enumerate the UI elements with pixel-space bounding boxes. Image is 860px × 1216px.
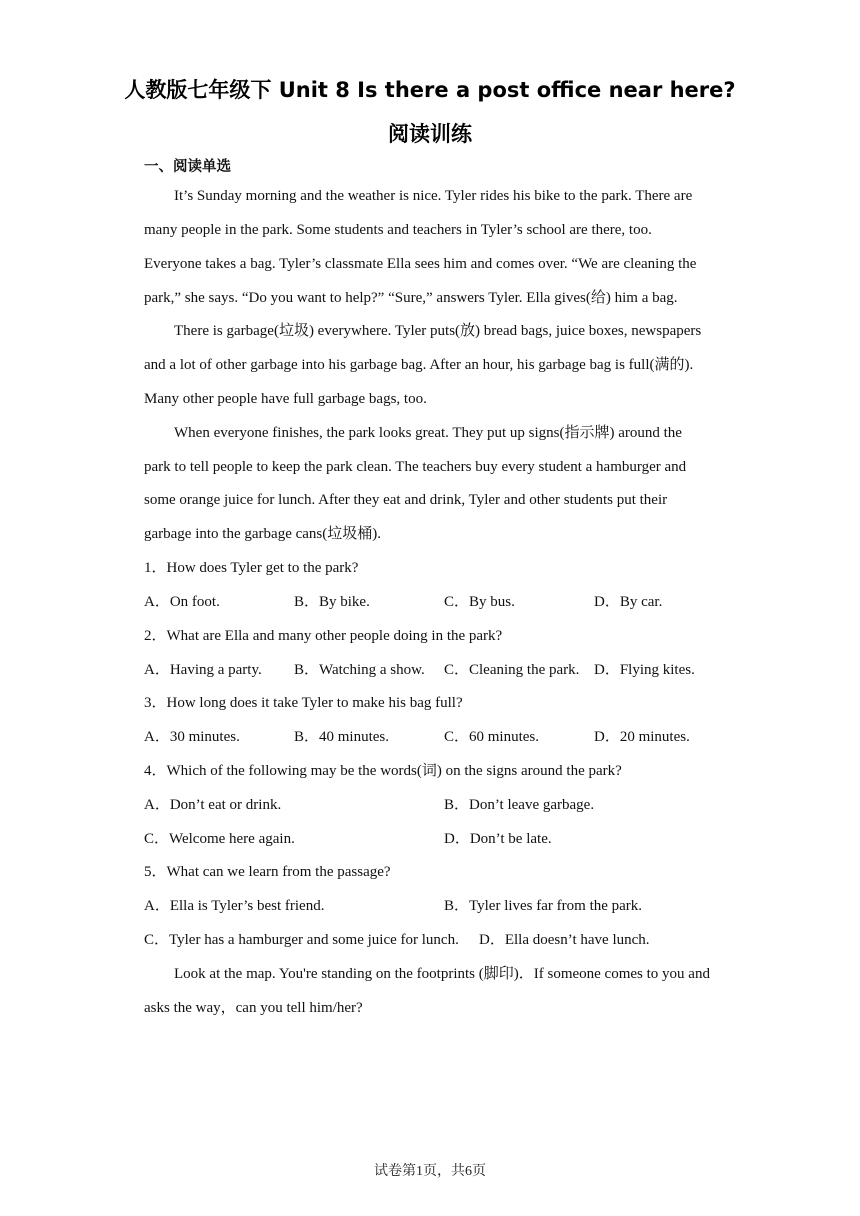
passage-line: There is garbage(垃圾) everywhere. Tyler puts(放) bread bags, juice boxes, newspapers [174, 323, 702, 339]
option-d[interactable]: D．Don’t be late. [444, 831, 552, 847]
passage-line: many people in the park. Some students and teachers in Tyler’s school are there, too. [144, 222, 652, 238]
section-heading: 一、阅读单选 [144, 159, 231, 175]
option-b[interactable]: B．By bike. [294, 594, 370, 610]
question-stem: 4．Which of the following may be the words(词) on the signs around the park? [144, 763, 622, 779]
option-d[interactable]: D．20 minutes. [594, 729, 690, 745]
passage-line: asks the way，can you tell him/her? [144, 1000, 363, 1016]
passage-line: garbage into the garbage cans(垃圾桶). [144, 526, 381, 542]
question-stem: 2．What are Ella and many other people doing in the park? [144, 628, 503, 644]
option-d[interactable]: D．Flying kites. [594, 662, 695, 678]
passage-line: When everyone finishes, the park looks great. They put up signs(指示牌) around the [174, 425, 682, 441]
passage-line: park,” she says. “Do you want to help?” “Sure,” answers Tyler. Ella gives(给) him a bag. [144, 290, 678, 306]
option-b[interactable]: B．Watching a show. [294, 662, 425, 678]
passage-line: and a lot of other garbage into his garbage bag. After an hour, his garbage bag is full(满的). [144, 357, 694, 373]
passage-line: Everyone takes a bag. Tyler’s classmate Ella sees him and comes over. “We are cleaning the [144, 256, 697, 272]
option-a[interactable]: A．30 minutes. [144, 729, 240, 745]
page-footer: 试卷第1页，共6页 [374, 1164, 486, 1179]
passage-line: park to tell people to keep the park clean. The teachers buy every student a hamburger and [144, 459, 687, 475]
option-b[interactable]: B．Don’t leave garbage. [444, 797, 595, 813]
option-a[interactable]: A．Having a party. [144, 662, 262, 678]
option-c[interactable]: C．60 minutes. [444, 729, 540, 745]
passage-line: Look at the map. You're standing on the footprints (脚印)．If someone comes to you and [174, 966, 710, 982]
option-a[interactable]: A．Don’t eat or drink. [144, 797, 282, 813]
option-d[interactable]: D．By car. [594, 594, 663, 610]
option-a[interactable]: A．On foot. [144, 594, 220, 610]
passage-line: It’s Sunday morning and the weather is nice. Tyler rides his bike to the park. There are [174, 188, 693, 204]
question-stem: 5．What can we learn from the passage? [144, 864, 391, 880]
option-d[interactable]: D．Ella doesn’t have lunch. [479, 932, 650, 948]
option-c[interactable]: C．By bus. [444, 594, 515, 610]
option-b[interactable]: B．Tyler lives far from the park. [444, 898, 643, 914]
passage-line: Many other people have full garbage bags, too. [144, 391, 427, 407]
option-c[interactable]: C．Welcome here again. [144, 831, 295, 847]
option-b[interactable]: B．40 minutes. [294, 729, 390, 745]
passage-line: some orange juice for lunch. After they eat and drink, Tyler and other students put their [144, 492, 668, 508]
option-a[interactable]: A．Ella is Tyler’s best friend. [144, 898, 325, 914]
question-stem: 3．How long does it take Tyler to make his bag full? [144, 695, 463, 711]
page-subtitle: 阅读训练 [388, 122, 472, 146]
page-title: 人教版七年级下 Unit 8 Is there a post office near here? [124, 78, 736, 102]
question-stem: 1．How does Tyler get to the park? [144, 560, 359, 576]
option-c[interactable]: C．Tyler has a hamburger and some juice for lunch. [144, 932, 459, 948]
option-c[interactable]: C．Cleaning the park. [444, 662, 580, 678]
